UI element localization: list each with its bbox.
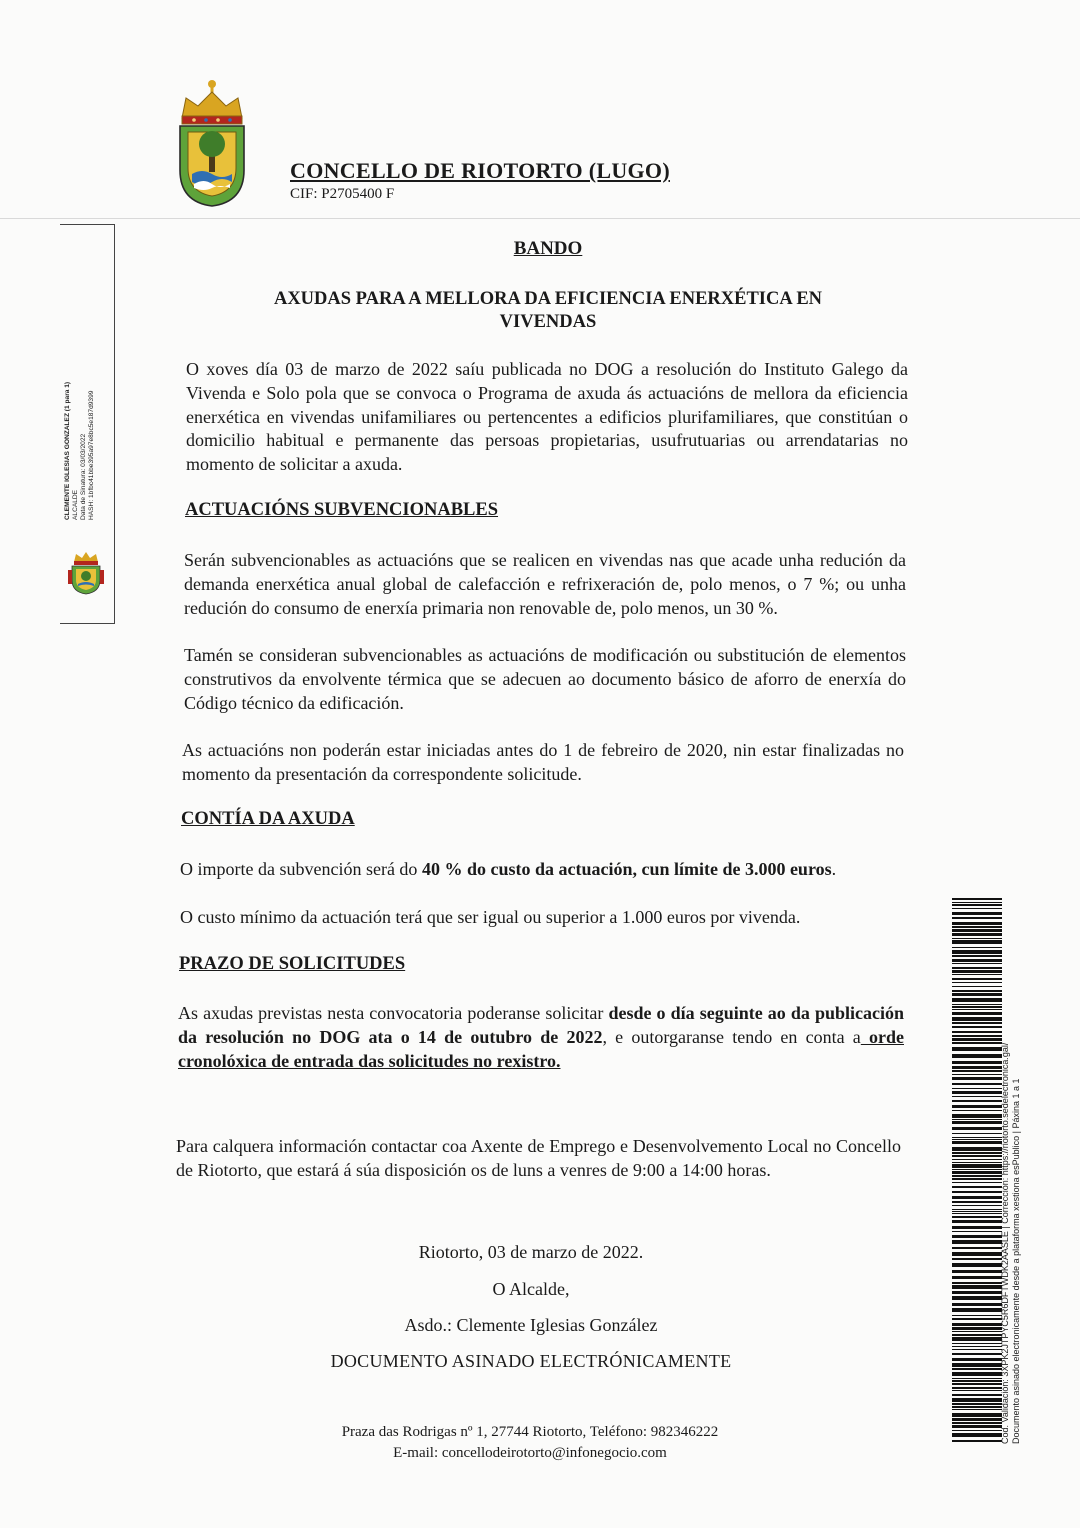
prazo-paragraph	[178, 1002, 904, 1073]
stamp-date: Data de Sinatura: 03/03/2022	[80, 433, 87, 520]
municipality-cif: CIF: P2705400 F	[290, 186, 395, 202]
prazo-order-underlined: orde cronolóxica de entrada das solicitudes no rexistro.	[178, 1026, 904, 1071]
stamp-hash: HASH: 1bfbc41bbe395a97e8bc5e187d9399	[88, 390, 95, 520]
contact-paragraph: Para calquera información contactar coa Axente de Emprego e Desenvolvemento Local no Concello de Riotorto, que estará á súa disposición os de luns a venres de 9:00 a 14:00 horas.	[176, 1136, 901, 1180]
footer-email: E-mail: concellodeirotorto@infonegocio.com	[393, 1445, 667, 1461]
prazo-text-mid: , e outorgaranse tendo en conta a	[602, 1026, 861, 1047]
contia-text-end: .	[831, 859, 837, 879]
actuacions-paragraph-1: Serán subvencionables as actuacións que se realicen en vivendas nas que acade unha redución da demanda enerxética anual global de calefacción e refrixeración de, polo menos, o 7 %; ou unha redución do consumo de enerxía primaria non renovable de, polo menos, un 30 %.	[184, 550, 906, 618]
prazo-text-start: As axudas previstas nesta convocatoria poderanse solicitar	[178, 1003, 609, 1023]
signature-stamp-text	[64, 330, 96, 520]
heading-actuacions: ACTUACIÓNS SUBVENCIONABLES	[185, 500, 499, 520]
closing-place-date: Riotorto, 03 de marzo de 2022.	[418, 1242, 644, 1262]
validation-barcode	[952, 898, 1002, 1444]
validation-line-1: Cod. Validación: 3XPK2JTPYC5R6DFTWDK2AASLE | Corrección: https://riotorto.sedelectronica.gal/	[1000, 1042, 1010, 1444]
document-title: BANDO	[513, 238, 583, 259]
heading-prazo: PRAZO DE SOLICITUDES	[179, 954, 406, 974]
header-divider	[0, 218, 1080, 219]
closing-role: O Alcalde,	[492, 1279, 570, 1299]
footer-address: Praza das Rodrigas nº 1, 27744 Riotorto, Teléfono: 982346222	[341, 1424, 719, 1440]
municipality-name: CONCELLO DE RIOTORTO (LUGO)	[290, 158, 670, 183]
contia-paragraph-1	[180, 858, 904, 882]
actuacions-paragraph-3: As actuacións non poderán estar iniciadas antes do 1 de febreiro de 2020, nin estar finalizadas no momento da presentación da correspondente solicitude.	[182, 740, 904, 784]
prazo-dates-bold: desde o día seguinte ao da publicación da resolución no DOG ata o 14 de outubro de 2022	[178, 1003, 905, 1047]
coat-of-arms-logo	[174, 78, 250, 208]
subtitle-line-1: AXUDAS PARA A MELLORA DA EFICIENCIA ENERXÉTICA EN	[273, 289, 823, 309]
closing-signed: Asdo.: Clemente Iglesias González	[404, 1315, 658, 1335]
validation-text	[1000, 974, 1021, 1444]
contia-amount-bold: 40 % do custo da actuación, cun límite de 3.000 euros	[421, 859, 832, 879]
document-subtitle	[0, 288, 1080, 334]
heading-contia: CONTÍA DA AXUDA	[181, 809, 355, 829]
closing-electronic: DOCUMENTO ASINADO ELECTRÓNICAMENTE	[330, 1351, 732, 1371]
stamp-signer: CLEMENTE IGLESIAS GONZALEZ (1 para 1)	[64, 381, 71, 520]
validation-line-2: Documento asinado electronicamente desde a plataforma xestiona esPublico | Páxina 1 a 1	[1010, 1078, 1021, 1444]
actuacions-paragraph-2: Tamén se consideran subvencionables as actuacións de modificación ou substitución de elementos construtivos da envolvente térmica que se adecuen ao documento básico de aforro de enerxía do Código técnico da edificación.	[184, 645, 906, 713]
contia-text-start: O importe da subvención será do	[180, 859, 422, 879]
intro-paragraph: O xoves día 03 de marzo de 2022 saíu publicada no DOG a resolución do Instituto Galego da Vivenda e Solo pola que se convoca o Programa de axuda ás actuacións de mellora da eficiencia enerxética en vivendas unifamiliares ou pertencentes a edificios plurifamiliares, que constitúan o domicilio habitual e permanente das persoas propietarias, usufrutuarias ou arrendatarias no momento de solicitar a axuda.	[186, 359, 908, 475]
stamp-coat-of-arms-icon	[66, 548, 106, 596]
stamp-role: ALCALDE	[72, 489, 79, 520]
subtitle-line-2: VIVENDAS	[499, 312, 597, 332]
contia-paragraph-2: O custo mínimo da actuación terá que ser igual ou superior a 1.000 euros por vivenda.	[180, 907, 801, 927]
